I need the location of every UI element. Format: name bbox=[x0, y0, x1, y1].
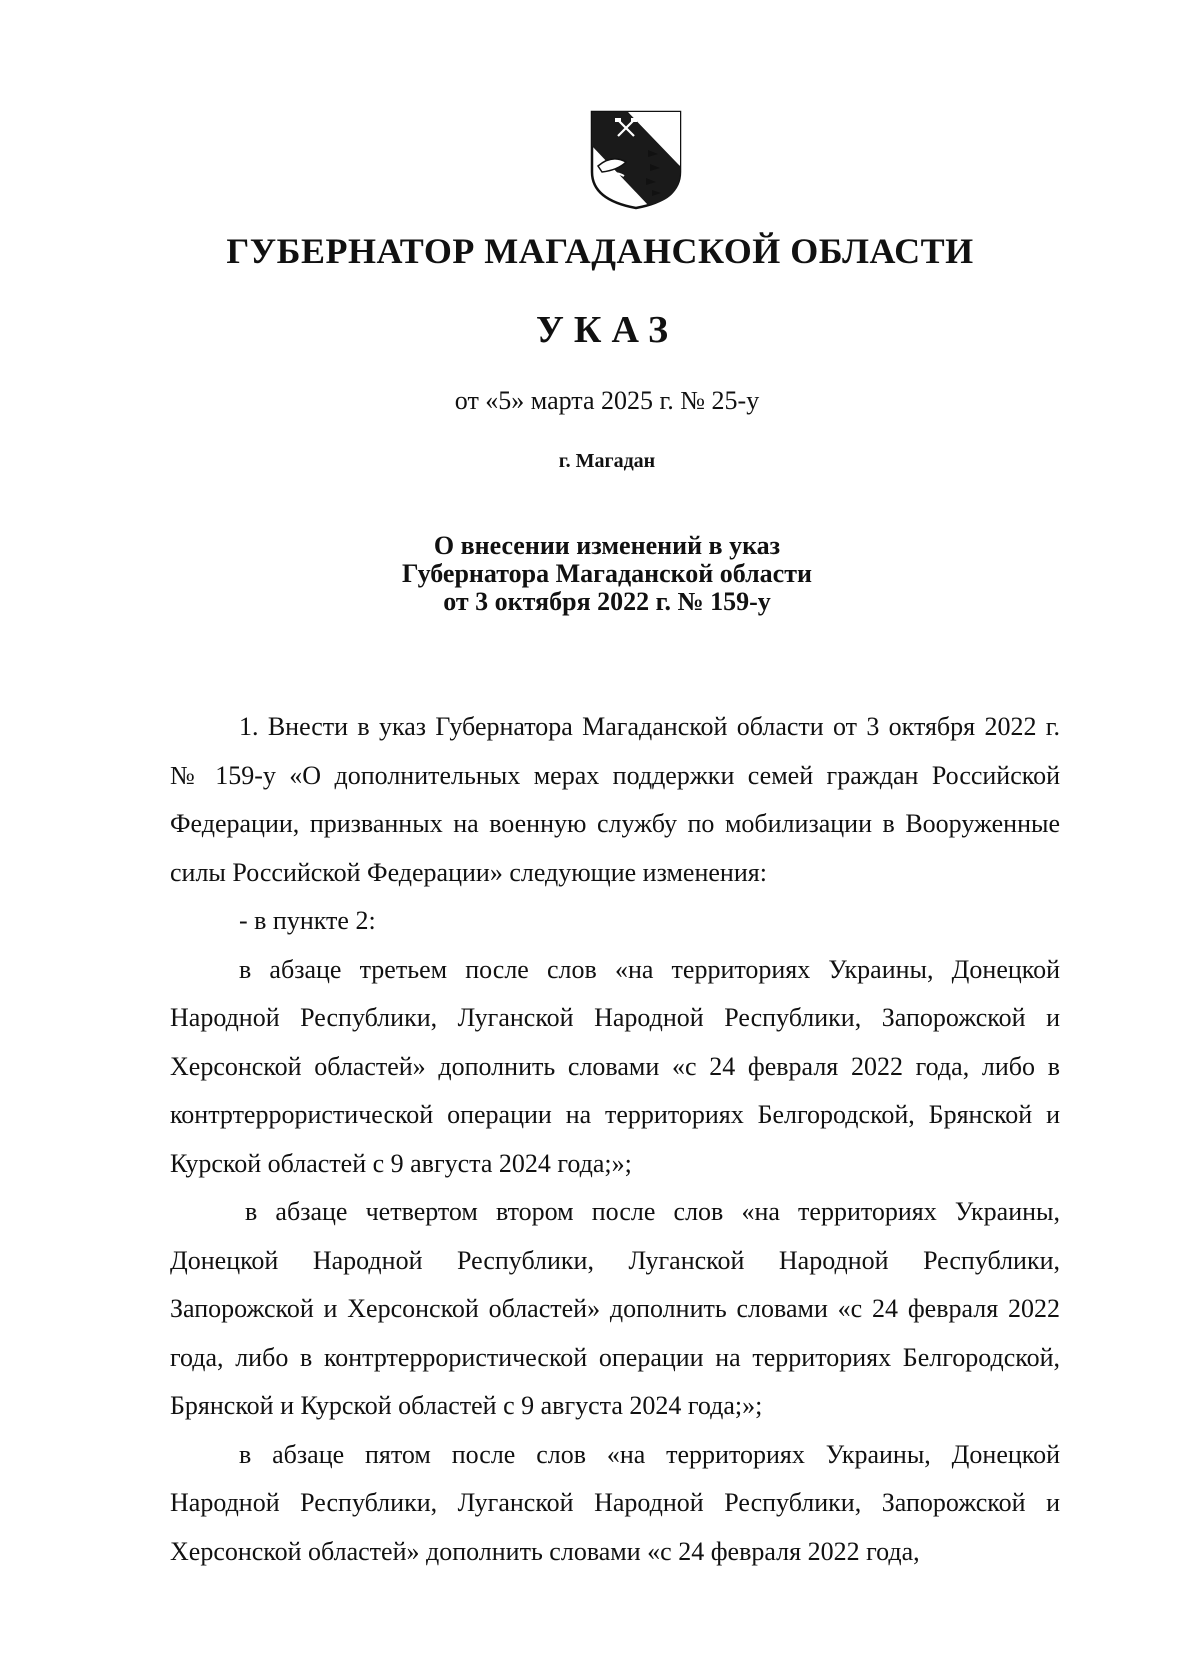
subject-line: О внесении изменений в указ bbox=[433, 531, 781, 560]
body-paragraph: - в пункте 2: bbox=[239, 906, 376, 935]
document-subject bbox=[0, 532, 1200, 616]
document-date-number: от «5» марта 2025 г. № 25-у bbox=[454, 386, 760, 415]
document-body bbox=[170, 703, 1060, 1576]
body-paragraph: в абзаце пятом после слов «на территориях Украины, Донецкой Народной Республики, Луганской Народной Республики, Запорожской и Херсонской областей» дополнить словами «с 24 февраля 2022 года, bbox=[170, 1439, 1060, 1566]
document-type-heading: УКАЗ bbox=[536, 309, 678, 351]
organization-title: ГУБЕРНАТОР МАГАДАНСКОЙ ОБЛАСТИ bbox=[226, 231, 974, 271]
document-city: г. Магадан bbox=[558, 450, 656, 472]
body-paragraph: в абзаце третьем после слов «на территориях Украины, Донецкой Народной Республики, Луганской Народной Республики, Запорожской и Херсонской областей» дополнить словами «с 24 февраля 2022 года, либо в контртеррористической операции на территориях Белгородской, Брянской и Курской областей с 9 августа 2024 года;»; bbox=[170, 954, 1060, 1178]
coat-of-arms-icon bbox=[588, 110, 684, 210]
subject-line: Губернатора Магаданской области bbox=[402, 559, 812, 588]
subject-line: от 3 октября 2022 г. № 159-у bbox=[443, 587, 771, 616]
body-paragraph: 1. Внести в указ Губернатора Магаданской области от 3 октября 2022 г. № 159-у «О дополнительных мерах поддержки семей граждан Российской Федерации, призванных на военную службу по мобилизации в Вооруженные силы Российской Федерации» следующие изменения: bbox=[170, 712, 1060, 887]
body-paragraph: в абзаце четвертом втором после слов «на территориях Украины, Донецкой Народной Республики, Луганской Народной Республики, Запорожской и Херсонской областей» дополнить словами «с 24 февраля 2022 года, либо в контртеррористической операции на территориях Белгородской, Брянской и Курской областей с 9 августа 2024 года;»; bbox=[170, 1197, 1060, 1420]
